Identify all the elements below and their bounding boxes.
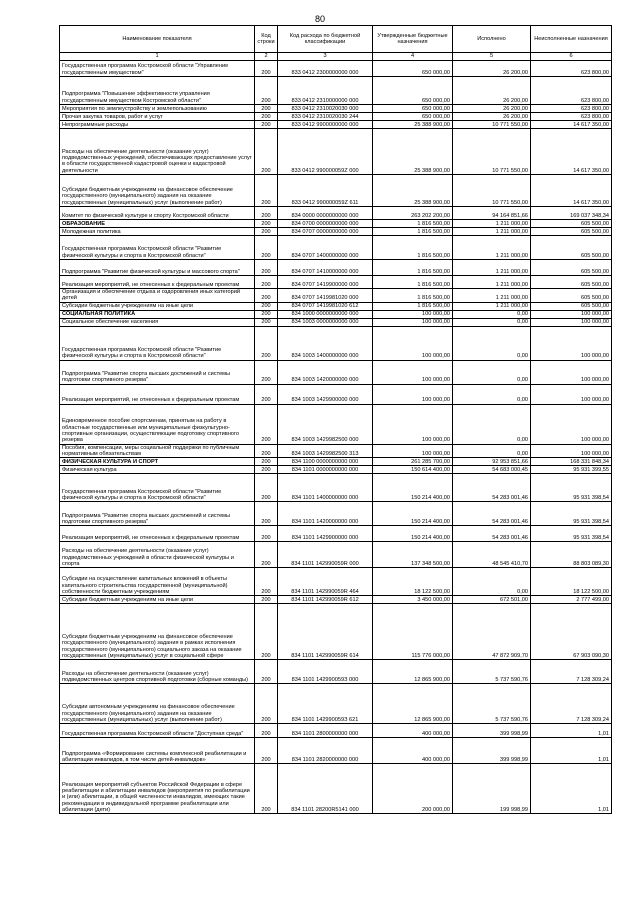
- row-name: Реализация мероприятий, не отнесенных к федеральным проектам: [60, 384, 255, 404]
- row-approved: 25 388 900,00: [373, 121, 453, 129]
- table-row: [60, 684, 612, 724]
- header-kbk: Код расхода по бюджетной классификации: [278, 26, 373, 53]
- row-approved: 1 816 500,00: [373, 289, 453, 303]
- row-executed: 399 998,99: [453, 724, 531, 738]
- row-approved: 25 388 900,00: [373, 129, 453, 175]
- table-row: [60, 568, 612, 596]
- row-name: Расходы на обеспечение деятельности (оказание услуг) подведомственных учреждений в области физической культуры и спорта: [60, 542, 255, 568]
- row-code: 200: [255, 738, 278, 764]
- row-name: Комитет по физической культуре и спорту Костромской области: [60, 207, 255, 220]
- row-code: 200: [255, 384, 278, 404]
- row-approved: 100 000,00: [373, 404, 453, 444]
- table-row: [60, 175, 612, 207]
- table-row: [60, 526, 612, 542]
- row-code: 200: [255, 458, 278, 466]
- table-row: [60, 738, 612, 764]
- row-kbk: 833 0412 990000059Z 611: [278, 175, 373, 207]
- row-kbk: 834 0707 1410000000 000: [278, 260, 373, 276]
- row-remaining: 95 931 398,54: [531, 474, 612, 502]
- row-approved: 100 000,00: [373, 318, 453, 326]
- row-approved: 400 000,00: [373, 738, 453, 764]
- row-remaining: 100 000,00: [531, 404, 612, 444]
- row-executed: 1 211 000,00: [453, 276, 531, 289]
- row-kbk: 834 1101 0000000000 000: [278, 466, 373, 474]
- row-name: Государственная программа Костромской области "Развитие физической культуры и спорта в Костромской области": [60, 474, 255, 502]
- row-kbk: 834 1100 0000000000 000: [278, 458, 373, 466]
- table-row: [60, 289, 612, 303]
- row-kbk: 834 1101 142990059R 000: [278, 542, 373, 568]
- row-remaining: 14 617 350,00: [531, 121, 612, 129]
- row-approved: 25 388 900,00: [373, 175, 453, 207]
- row-kbk: 834 1101 1420000000 000: [278, 502, 373, 526]
- row-name: Молодежная политика: [60, 228, 255, 236]
- row-code: 200: [255, 175, 278, 207]
- row-remaining: 14 617 350,00: [531, 175, 612, 207]
- row-name: Мероприятия по землеустройству и землепользованию: [60, 105, 255, 113]
- row-code: 200: [255, 474, 278, 502]
- row-executed: 1 211 000,00: [453, 236, 531, 260]
- row-remaining: 95 931 398,54: [531, 502, 612, 526]
- row-executed: 10 771 550,00: [453, 121, 531, 129]
- row-remaining: 605 500,00: [531, 260, 612, 276]
- table-row: [60, 764, 612, 814]
- table-row: [60, 474, 612, 502]
- row-executed: 47 872 909,70: [453, 604, 531, 660]
- row-approved: 100 000,00: [373, 360, 453, 384]
- table-row: [60, 105, 612, 113]
- row-approved: 650 000,00: [373, 61, 453, 77]
- row-remaining: 95 931 399,55: [531, 466, 612, 474]
- row-remaining: 14 617 350,00: [531, 129, 612, 175]
- row-name: Непрограммные расходы: [60, 121, 255, 129]
- row-approved: 1 816 500,00: [373, 236, 453, 260]
- row-name: Единовременное пособие спортсменам, принятым на работу в областные государственные или муниципальные физкультурно-спортивные организации, осуществляющие подготовку спортивного резерва: [60, 404, 255, 444]
- row-code: 200: [255, 260, 278, 276]
- row-remaining: 623 800,00: [531, 61, 612, 77]
- row-remaining: 1,01: [531, 764, 612, 814]
- row-remaining: 7 128 309,24: [531, 660, 612, 684]
- table-row: [60, 228, 612, 236]
- row-remaining: 67 903 090,30: [531, 604, 612, 660]
- row-kbk: 834 1003 1429900000 000: [278, 384, 373, 404]
- row-name: Реализация мероприятий, не отнесенных к федеральным проектам: [60, 276, 255, 289]
- row-approved: 650 000,00: [373, 77, 453, 105]
- column-number-row: [60, 53, 612, 61]
- row-code: 200: [255, 542, 278, 568]
- row-approved: 12 865 900,00: [373, 684, 453, 724]
- row-kbk: 834 0707 1400000000 000: [278, 236, 373, 260]
- row-kbk: 833 0412 2310020030 000: [278, 105, 373, 113]
- row-name: Расходы на обеспечение деятельности (оказание услуг) подведомственных центров спортивной подготовки (сборные команды): [60, 660, 255, 684]
- row-remaining: 88 803 089,30: [531, 542, 612, 568]
- table-row: [60, 220, 612, 228]
- row-remaining: 169 037 348,34: [531, 207, 612, 220]
- row-executed: 1 211 000,00: [453, 220, 531, 228]
- table-row: [60, 360, 612, 384]
- row-name: Государственная программа Костромской области "Развитие физической культуры и спорта в Костромской области": [60, 326, 255, 360]
- row-executed: 5 737 590,76: [453, 660, 531, 684]
- row-kbk: 834 1000 0000000000 000: [278, 310, 373, 318]
- row-code: 200: [255, 61, 278, 77]
- row-executed: 10 771 550,00: [453, 175, 531, 207]
- row-executed: 54 283 001,46: [453, 526, 531, 542]
- row-remaining: 1,01: [531, 738, 612, 764]
- table-row: [60, 129, 612, 175]
- row-executed: 26 200,00: [453, 77, 531, 105]
- row-kbk: 834 0707 1419981020 612: [278, 302, 373, 310]
- row-name: Субсидии бюджетным учреждениям на финансовое обеспечение государственного (муниципального) задания на оказание государственных (муниципальных) услуг (выполнение работ): [60, 175, 255, 207]
- row-code: 200: [255, 310, 278, 318]
- row-approved: 100 000,00: [373, 310, 453, 318]
- row-approved: 3 450 000,00: [373, 596, 453, 604]
- row-kbk: 834 1101 142990059R 464: [278, 568, 373, 596]
- row-approved: 400 000,00: [373, 724, 453, 738]
- row-kbk: 834 1003 1429982500 313: [278, 444, 373, 458]
- row-executed: 0,00: [453, 384, 531, 404]
- header-row: [60, 26, 612, 53]
- row-remaining: 605 500,00: [531, 228, 612, 236]
- row-kbk: 834 1003 1420000000 000: [278, 360, 373, 384]
- table-row: [60, 724, 612, 738]
- table-row: [60, 466, 612, 474]
- row-executed: 672 501,00: [453, 596, 531, 604]
- row-name: Пособия, компенсации, меры социальной поддержки по публичным нормативным обязательствам: [60, 444, 255, 458]
- row-executed: 54 283 001,46: [453, 502, 531, 526]
- row-remaining: 623 800,00: [531, 77, 612, 105]
- row-executed: 1 211 000,00: [453, 302, 531, 310]
- table-row: [60, 236, 612, 260]
- row-remaining: 2 777 499,00: [531, 596, 612, 604]
- row-name: Организация и обеспечение отдыха и оздоровления иных категорий детей: [60, 289, 255, 303]
- header-name: Наименование показателя: [60, 26, 255, 53]
- row-approved: 200 000,00: [373, 764, 453, 814]
- row-name: Социальное обеспечение населения: [60, 318, 255, 326]
- row-name: Субсидии бюджетным учреждениям на иные цели: [60, 302, 255, 310]
- row-executed: 5 737 590,76: [453, 684, 531, 724]
- row-kbk: 833 0412 2300000000 000: [278, 61, 373, 77]
- header-approved: Утвержденные бюджетные назначения: [373, 26, 453, 53]
- table-row: [60, 326, 612, 360]
- row-approved: 150 214 400,00: [373, 502, 453, 526]
- row-remaining: 100 000,00: [531, 384, 612, 404]
- row-kbk: 834 1101 2820000000 000: [278, 738, 373, 764]
- row-code: 200: [255, 105, 278, 113]
- table-row: [60, 302, 612, 310]
- table-body: [60, 61, 612, 814]
- table-row: [60, 404, 612, 444]
- table-row: [60, 61, 612, 77]
- row-code: 200: [255, 236, 278, 260]
- col-number: 4: [373, 53, 453, 61]
- row-name: Физическая культура: [60, 466, 255, 474]
- row-remaining: 605 500,00: [531, 276, 612, 289]
- table-row: [60, 458, 612, 466]
- table-row: [60, 660, 612, 684]
- table-row: [60, 260, 612, 276]
- row-name: Реализация мероприятий субъектов Российской Федерации в сфере реабилитации и абилитации инвалидов (мероприятия по реабилитации и (или) абилитации, в общей численности инвалидов, имеющих такие рекомендации в индивидуальной программе реабилитации или абилитации (дети): [60, 764, 255, 814]
- row-name: ФИЗИЧЕСКАЯ КУЛЬТУРА И СПОРТ: [60, 458, 255, 466]
- row-kbk: 834 1003 0000000000 000: [278, 318, 373, 326]
- row-remaining: 605 500,00: [531, 220, 612, 228]
- row-name: Субсидии на осуществление капитальных вложений в объекты капитального строительства государственной (муниципальной) собственности бюджетным учреждениям: [60, 568, 255, 596]
- row-code: 200: [255, 444, 278, 458]
- row-remaining: 168 331 848,34: [531, 458, 612, 466]
- row-name: Подпрограмма «Формирование системы комплексной реабилитации и абилитации инвалидов, в том числе детей-инвалидов»: [60, 738, 255, 764]
- row-remaining: 100 000,00: [531, 444, 612, 458]
- row-name: Подпрограмма "Развитие физической культуры и массового спорта": [60, 260, 255, 276]
- row-name: Субсидии автономным учреждениям на финансовое обеспечение государственного (муниципального) задания на оказание государственных (муниципальных) услуг (выполнение работ): [60, 684, 255, 724]
- row-code: 200: [255, 289, 278, 303]
- row-approved: 1 816 500,00: [373, 260, 453, 276]
- row-remaining: 605 500,00: [531, 236, 612, 260]
- row-executed: 10 771 550,00: [453, 129, 531, 175]
- row-executed: 0,00: [453, 318, 531, 326]
- row-code: 200: [255, 660, 278, 684]
- row-code: 200: [255, 77, 278, 105]
- row-name: Государственная программа Костромской области "Доступная среда": [60, 724, 255, 738]
- row-kbk: 834 1101 28200R5141 000: [278, 764, 373, 814]
- row-name: Подпрограмма "Развитие спорта высших достижений и системы подготовки спортивного резерва": [60, 360, 255, 384]
- row-code: 200: [255, 764, 278, 814]
- header-remaining: Неисполненные назначения: [531, 26, 612, 53]
- col-number: 2: [255, 53, 278, 61]
- row-approved: 650 000,00: [373, 105, 453, 113]
- row-code: 200: [255, 207, 278, 220]
- row-executed: 26 200,00: [453, 113, 531, 121]
- row-kbk: 834 1101 1400000000 000: [278, 474, 373, 502]
- row-kbk: 834 1101 142990059R 614: [278, 604, 373, 660]
- row-executed: 26 200,00: [453, 105, 531, 113]
- row-approved: 12 865 900,00: [373, 660, 453, 684]
- row-code: 200: [255, 596, 278, 604]
- row-code: 200: [255, 326, 278, 360]
- col-number: 6: [531, 53, 612, 61]
- row-approved: 263 202 200,00: [373, 207, 453, 220]
- row-kbk: 834 1101 2800000000 000: [278, 724, 373, 738]
- header-executed: Исполнено: [453, 26, 531, 53]
- row-code: 200: [255, 228, 278, 236]
- row-code: 200: [255, 220, 278, 228]
- table-row: [60, 77, 612, 105]
- row-remaining: 100 000,00: [531, 360, 612, 384]
- row-remaining: 100 000,00: [531, 326, 612, 360]
- row-executed: 48 545 410,70: [453, 542, 531, 568]
- row-executed: 0,00: [453, 404, 531, 444]
- page-number: 80: [314, 14, 325, 24]
- col-number: 1: [60, 53, 255, 61]
- table-row: [60, 542, 612, 568]
- row-remaining: 605 500,00: [531, 289, 612, 303]
- row-approved: 115 776 000,00: [373, 604, 453, 660]
- row-code: 200: [255, 129, 278, 175]
- row-remaining: 95 931 398,54: [531, 526, 612, 542]
- row-approved: 1 816 500,00: [373, 220, 453, 228]
- row-remaining: 100 000,00: [531, 318, 612, 326]
- row-approved: 1 816 500,00: [373, 276, 453, 289]
- row-code: 200: [255, 360, 278, 384]
- row-approved: 150 614 400,00: [373, 466, 453, 474]
- row-kbk: 834 0707 1419900000 000: [278, 276, 373, 289]
- row-executed: 199 998,99: [453, 764, 531, 814]
- row-code: 200: [255, 568, 278, 596]
- row-name: СОЦИАЛЬНАЯ ПОЛИТИКА: [60, 310, 255, 318]
- table-row: [60, 121, 612, 129]
- row-approved: 650 000,00: [373, 113, 453, 121]
- row-executed: 92 953 851,66: [453, 458, 531, 466]
- row-executed: 1 211 000,00: [453, 260, 531, 276]
- row-kbk: 834 0707 0000000000 000: [278, 228, 373, 236]
- row-executed: 0,00: [453, 568, 531, 596]
- row-executed: 1 211 000,00: [453, 228, 531, 236]
- row-remaining: 623 800,00: [531, 105, 612, 113]
- row-executed: 26 200,00: [453, 61, 531, 77]
- col-number: 3: [278, 53, 373, 61]
- row-name: Подпрограмма "Повышение эффективности управления государственным имуществом Костромской области": [60, 77, 255, 105]
- table-row: [60, 113, 612, 121]
- row-kbk: 834 1101 142990059З 000: [278, 660, 373, 684]
- table-row: [60, 596, 612, 604]
- budget-table: [59, 25, 612, 814]
- row-approved: 150 214 400,00: [373, 526, 453, 542]
- row-code: 200: [255, 113, 278, 121]
- row-name: Субсидии бюджетным учреждениям на финансовое обеспечение государственного (муниципального) задания в рамках исполнения государственного (муниципального) социального заказа на оказание государственных (муниципальных) услуг в социальной сфере: [60, 604, 255, 660]
- row-executed: 54 683 000,45: [453, 466, 531, 474]
- row-kbk: 834 1101 1429900000 000: [278, 526, 373, 542]
- row-name: Государственная программа Костромской области "Управление государственным имуществом": [60, 61, 255, 77]
- table-row: [60, 318, 612, 326]
- table-row: [60, 502, 612, 526]
- row-approved: 100 000,00: [373, 326, 453, 360]
- row-remaining: 100 000,00: [531, 310, 612, 318]
- row-kbk: 834 1101 142990059R 612: [278, 596, 373, 604]
- row-remaining: 623 800,00: [531, 113, 612, 121]
- row-approved: 100 000,00: [373, 444, 453, 458]
- row-code: 200: [255, 276, 278, 289]
- row-kbk: 833 0412 2310020030 244: [278, 113, 373, 121]
- table-row: [60, 384, 612, 404]
- table-row: [60, 310, 612, 318]
- row-code: 200: [255, 526, 278, 542]
- row-approved: 1 816 500,00: [373, 302, 453, 310]
- row-executed: 0,00: [453, 326, 531, 360]
- row-name: Прочая закупка товаров, работ и услуг: [60, 113, 255, 121]
- row-kbk: 834 0707 1419981020 000: [278, 289, 373, 303]
- table-row: [60, 604, 612, 660]
- table-row: [60, 276, 612, 289]
- row-approved: 150 214 400,00: [373, 474, 453, 502]
- row-remaining: 18 122 500,00: [531, 568, 612, 596]
- row-kbk: 834 0000 0000000000 000: [278, 207, 373, 220]
- row-name: Подпрограмма "Развитие спорта высших достижений и системы подготовки спортивного резерва": [60, 502, 255, 526]
- table-row: [60, 207, 612, 220]
- row-name: Расходы на обеспечение деятельности (оказание услуг) подведомственных учреждений, обеспечивающих предоставление услуг в области государственной кадастровой оценки и кадастровой деятельности: [60, 129, 255, 175]
- row-code: 200: [255, 604, 278, 660]
- row-kbk: 833 0412 990000059Z 000: [278, 129, 373, 175]
- row-kbk: 834 1003 1429982500 000: [278, 404, 373, 444]
- row-code: 200: [255, 684, 278, 724]
- row-code: 200: [255, 724, 278, 738]
- row-executed: 54 283 001,46: [453, 474, 531, 502]
- row-kbk: 833 0412 9900000000 000: [278, 121, 373, 129]
- row-name: Государственная программа Костромской области "Развитие физической культуры и спорта в Костромской области": [60, 236, 255, 260]
- row-executed: 0,00: [453, 444, 531, 458]
- row-approved: 1 816 500,00: [373, 228, 453, 236]
- row-kbk: 834 1101 142990059З 621: [278, 684, 373, 724]
- row-name: ОБРАЗОВАНИЕ: [60, 220, 255, 228]
- row-code: 200: [255, 502, 278, 526]
- row-kbk: 834 1003 1400000000 000: [278, 326, 373, 360]
- row-executed: 94 164 851,66: [453, 207, 531, 220]
- row-executed: 399 998,99: [453, 738, 531, 764]
- row-approved: 137 348 500,00: [373, 542, 453, 568]
- table-row: [60, 444, 612, 458]
- row-remaining: 7 128 309,24: [531, 684, 612, 724]
- col-number: 5: [453, 53, 531, 61]
- row-executed: 0,00: [453, 310, 531, 318]
- row-code: 200: [255, 121, 278, 129]
- row-name: Реализация мероприятий, не отнесенных к федеральным проектам: [60, 526, 255, 542]
- row-code: 200: [255, 466, 278, 474]
- row-remaining: 1,01: [531, 724, 612, 738]
- row-approved: 261 285 700,00: [373, 458, 453, 466]
- row-approved: 18 122 500,00: [373, 568, 453, 596]
- row-code: 200: [255, 302, 278, 310]
- row-remaining: 605 500,00: [531, 302, 612, 310]
- row-code: 200: [255, 318, 278, 326]
- header-code: Код строки: [255, 26, 278, 53]
- row-kbk: 833 0412 2310000000 000: [278, 77, 373, 105]
- row-executed: 1 211 000,00: [453, 289, 531, 303]
- row-executed: 0,00: [453, 360, 531, 384]
- row-approved: 100 000,00: [373, 384, 453, 404]
- row-code: 200: [255, 404, 278, 444]
- row-name: Субсидии бюджетным учреждениям на иные цели: [60, 596, 255, 604]
- row-kbk: 834 0700 0000000000 000: [278, 220, 373, 228]
